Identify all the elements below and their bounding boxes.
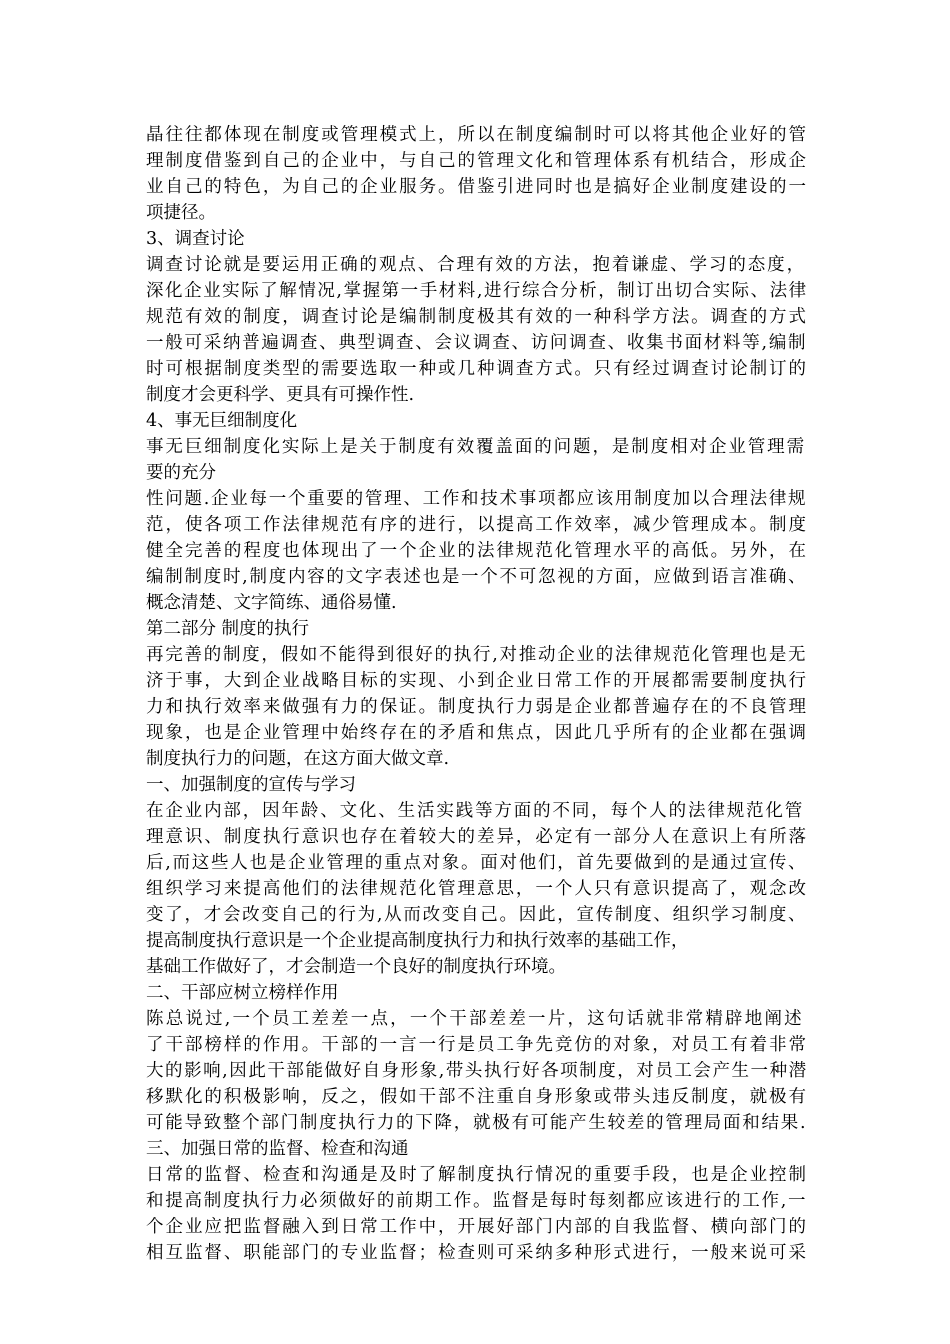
text-line: 制度才会更科学、更具有可操作性.: [146, 385, 415, 405]
text-line: 业自己的特色，为自己的企业服务。借鉴引进同时也是搞好企业制度建设的一: [146, 177, 808, 197]
text-line: 一般可采纳普遍调查、典型调查、会议调查、访问调查、收集书面材料等,编制: [146, 333, 808, 353]
text-line: 济于事，大到企业战略目标的实现、小到企业日常工作的开展都需要制度执行: [146, 671, 808, 691]
document-body: [146, 122, 806, 1266]
text-line: 事无巨细制度化实际上是关于制度有效覆盖面的问题，是制度相对企业管理需: [146, 437, 807, 457]
text-line: 相互监督、职能部门的专业监督；检查则可采纳多种形式进行，一般来说可采: [146, 1243, 808, 1263]
text-line: 在企业内部，因年龄、文化、生活实践等方面的不同，每个人的法律规范化管: [146, 801, 805, 821]
text-line: 大的影响,因此干部能做好自身形象,带头执行好各项制度，对员工会产生一种潜: [146, 1061, 808, 1081]
text-line: 后,而这些人也是企业管理的重点对象。面对他们，首先要做到的是通过宣传、: [146, 853, 808, 873]
text-line: 第二部分 制度的执行: [146, 619, 310, 639]
text-line: 移默化的积极影响，反之，假如干部不注重自身形象或带头违反制度，就极有: [146, 1087, 808, 1107]
text-line: 陈总说过,一个员工差差一点，一个干部差差一片，这句话就非常精辟地阐述: [146, 1009, 804, 1029]
text-line: 力和执行效率来做强有力的保证。制度执行力弱是企业都普遍存在的不良管理: [146, 697, 808, 717]
text-line: 深化企业实际了解情况,掌握第一手材料,进行综合分析，制订出切合实际、法律: [146, 281, 808, 301]
text-line: 调查讨论就是要运用正确的观点、合理有效的方法，抱着谦虚、学习的态度，: [146, 255, 807, 275]
text-line: 基础工作做好了，才会制造一个良好的制度执行环境。: [146, 957, 566, 977]
text-line: 三、加强日常的监督、检查和沟通: [146, 1139, 409, 1159]
text-line: 可能导致整个部门制度执行力的下降，就极有可能产生较差的管理局面和结果.: [146, 1113, 808, 1133]
text-line: 编制制度时,制度内容的文字表述也是一个不可忽视的方面，应做到语言准确、: [146, 567, 808, 587]
text-line: 了干部榜样的作用。干部的一言一行是员工争先竞仿的对象，对员工有着非常: [146, 1035, 808, 1055]
text-line: 组织学习来提高他们的法律规范化管理意思，一个人只有意识提高了，观念改: [146, 879, 808, 899]
text-line: 日常的监督、检查和沟通是及时了解制度执行情况的重要手段，也是企业控制: [146, 1165, 808, 1185]
text-line: 现象，也是企业管理中始终存在的矛盾和焦点，因此几乎所有的企业都在强调: [146, 723, 808, 743]
text-line: 项捷径。: [146, 203, 216, 223]
text-line: 概念清楚、文字简练、通俗易懂.: [146, 593, 397, 613]
text-line: 范，使各项工作法律规范有序的进行，以提高工作效率，减少管理成本。制度: [146, 515, 808, 535]
text-line: 健全完善的程度也体现出了一个企业的法律规范化管理水平的高低。另外，在: [146, 541, 808, 561]
text-line: 再完善的制度，假如不能得到很好的执行,对推动企业的法律规范化管理也是无: [146, 645, 808, 665]
text-line: 晶往往都体现在制度或管理模式上，所以在制度编制时可以将其他企业好的管: [146, 125, 808, 145]
text-line: 制度执行力的问题，在这方面大做文章.: [146, 749, 450, 769]
text-line: 二、干部应树立榜样作用: [146, 983, 339, 1003]
text-line: 规范有效的制度，调查讨论是编制制度极其有效的一种科学方法。调查的方式: [146, 307, 808, 327]
text-line: 要的充分: [146, 463, 216, 483]
text-line: 理制度借鉴到自己的企业中，与自己的管理文化和管理体系有机结合，形成企: [146, 151, 808, 171]
text-line: 性问题.企业每一个重要的管理、工作和技术事项都应该用制度加以合理法律规: [146, 489, 808, 509]
text-line: 和提高制度执行力必须做好的前期工作。监督是每时每刻都应该进行的工作,一: [146, 1191, 808, 1211]
text-line: 4、事无巨细制度化: [146, 411, 298, 431]
text-line: 一、加强制度的宣传与学习: [146, 775, 356, 795]
text-line: 3、调查讨论: [146, 229, 245, 249]
text-line: 变了，才会改变自己的行为,从而改变自己。因此，宣传制度、组织学习制度、: [146, 905, 808, 925]
text-line: 理意识、制度执行意识也存在着较大的差异，必定有一部分人在意识上有所落: [146, 827, 808, 847]
text-line: 时可根据制度类型的需要选取一种或几种调查方式。只有经过调查讨论制订的: [146, 359, 808, 379]
text-line: 个企业应把监督融入到日常工作中，开展好部门内部的自我监督、横向部门的: [146, 1217, 808, 1237]
text-line: 提高制度执行意识是一个企业提高制度执行力和执行效率的基础工作，: [146, 931, 689, 951]
